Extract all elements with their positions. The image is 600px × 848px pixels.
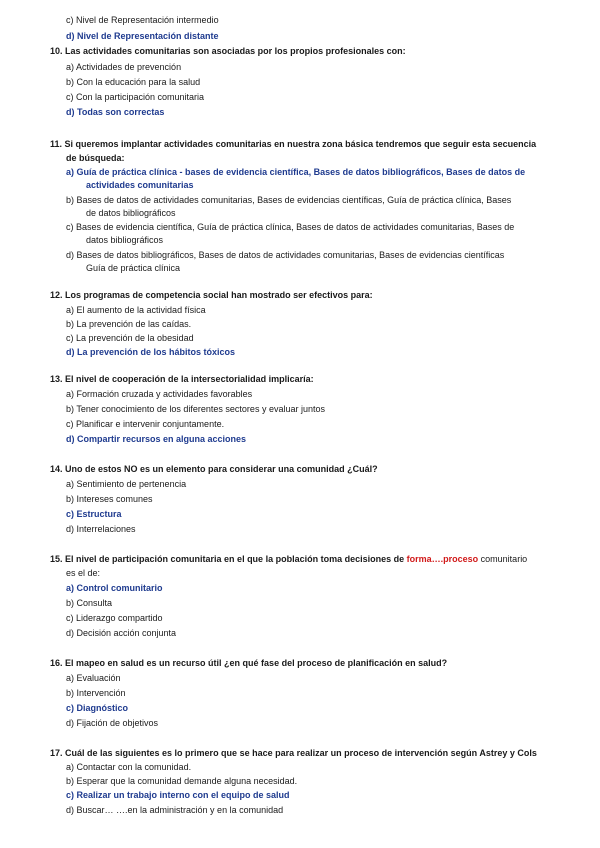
q15-option-a-correct: a) Control comunitario bbox=[66, 583, 163, 593]
q17-option-b: b) Esperar que la comunidad demande alguna necesidad. bbox=[66, 776, 298, 786]
q16-option-b: b) Intervención bbox=[66, 688, 126, 698]
q12-option-c: c) La prevención de la obesidad bbox=[66, 333, 194, 343]
q14-option-c-correct: c) Estructura bbox=[66, 509, 122, 519]
q13-question: 13. El nivel de cooperación de la intersectorialidad implicaría: bbox=[50, 374, 314, 384]
q12-option-d-correct: d) La prevención de los hábitos tóxicos bbox=[66, 347, 236, 357]
q15-question-pre: 15. El nivel de participación comunitaria en el que la población toma decisiones de bbox=[50, 554, 405, 564]
q15-question-cont: es el de: bbox=[66, 568, 101, 578]
q13-option-b: b) Tener conocimiento de los diferentes sectores y evaluar juntos bbox=[66, 404, 325, 414]
q15-option-d: d) Decisión acción conjunta bbox=[66, 628, 177, 638]
q14-question: 14. Uno de estos NO es un elemento para considerar una comunidad ¿Cuál? bbox=[50, 464, 378, 474]
q11-option-c-cont: datos bibliográficos bbox=[86, 235, 164, 245]
q16-option-c-correct: c) Diagnóstico bbox=[66, 703, 129, 713]
q12-question: 12. Los programas de competencia social han mostrado ser efectivos para: bbox=[50, 290, 373, 300]
q11-question: 11. Si queremos implantar actividades comunitarias en nuestra zona básica tendremos que seguir esta secuencia bbox=[50, 139, 537, 149]
q10-option-a: a) Actividades de prevención bbox=[66, 62, 182, 72]
q10-option-b: b) Con la educación para la salud bbox=[66, 77, 201, 87]
q16-option-d: d) Fijación de objetivos bbox=[66, 718, 159, 728]
q11-option-b: b) Bases de datos de actividades comunitarias, Bases de evidencias científicas, Guía de práctica clínica, Bases bbox=[66, 195, 512, 205]
q15-question-highlight: forma….proceso bbox=[406, 554, 479, 564]
q16-option-a: a) Evaluación bbox=[66, 673, 121, 683]
q9-option-d-correct: d) Nivel de Representación distante bbox=[66, 31, 219, 41]
q11-option-d-cont: Guía de práctica clínica bbox=[86, 263, 181, 273]
q13-option-a: a) Formación cruzada y actividades favorables bbox=[66, 389, 253, 399]
q10-option-c: c) Con la participación comunitaria bbox=[66, 92, 205, 102]
q17-option-d: d) Buscar… ….en la administración y en la comunidad bbox=[66, 805, 284, 815]
q12-option-a: a) El aumento de la actividad física bbox=[66, 305, 206, 315]
q11-option-b-cont: de datos bibliográficos bbox=[86, 208, 176, 218]
q17-option-a: a) Contactar con la comunidad. bbox=[66, 762, 192, 772]
q9-option-c: c) Nivel de Representación intermedio bbox=[66, 15, 219, 25]
q12-option-b: b) La prevención de las caídas. bbox=[66, 319, 192, 329]
q11-option-a-correct: a) Guía de práctica clínica - bases de evidencia científica, Bases de datos bibliográficos, Bases de datos de bbox=[66, 167, 526, 177]
q15-question bbox=[50, 553, 527, 565]
q10-question: 10. Las actividades comunitarias son asociadas por los propios profesionales con: bbox=[50, 46, 406, 56]
q10-option-d-correct: d) Todas son correctas bbox=[66, 107, 165, 117]
q13-option-c: c) Planificar e intervenir conjuntamente. bbox=[66, 419, 225, 429]
q15-option-c: c) Liderazgo compartido bbox=[66, 613, 163, 623]
q14-option-b: b) Intereses comunes bbox=[66, 494, 153, 504]
q11-question-cont: de búsqueda: bbox=[66, 153, 125, 163]
q11-option-a-cont: actividades comunitarias bbox=[86, 180, 194, 190]
q14-option-d: d) Interrelaciones bbox=[66, 524, 136, 534]
q17-question: 17. Cuál de las siguientes es lo primero que se hace para realizar un proceso de intervención según Astrey y Cols bbox=[50, 748, 537, 758]
q11-option-d: d) Bases de datos bibliográficos, Bases de datos de actividades comunitarias, Bases de evidencias científicas bbox=[66, 250, 505, 260]
q15-option-b: b) Consulta bbox=[66, 598, 113, 608]
q15-question-post: comunitario bbox=[480, 554, 528, 564]
q16-question: 16. El mapeo en salud es un recurso útil ¿en qué fase del proceso de planificación en salud? bbox=[50, 658, 448, 668]
q11-option-c: c) Bases de evidencia científica, Guía de práctica clínica, Bases de datos de actividades comunitarias, Bases de bbox=[66, 222, 515, 232]
q14-option-a: a) Sentimiento de pertenencia bbox=[66, 479, 187, 489]
q13-option-d-correct: d) Compartir recursos en alguna acciones bbox=[66, 434, 247, 444]
q17-option-c-correct: c) Realizar un trabajo interno con el equipo de salud bbox=[66, 790, 290, 800]
